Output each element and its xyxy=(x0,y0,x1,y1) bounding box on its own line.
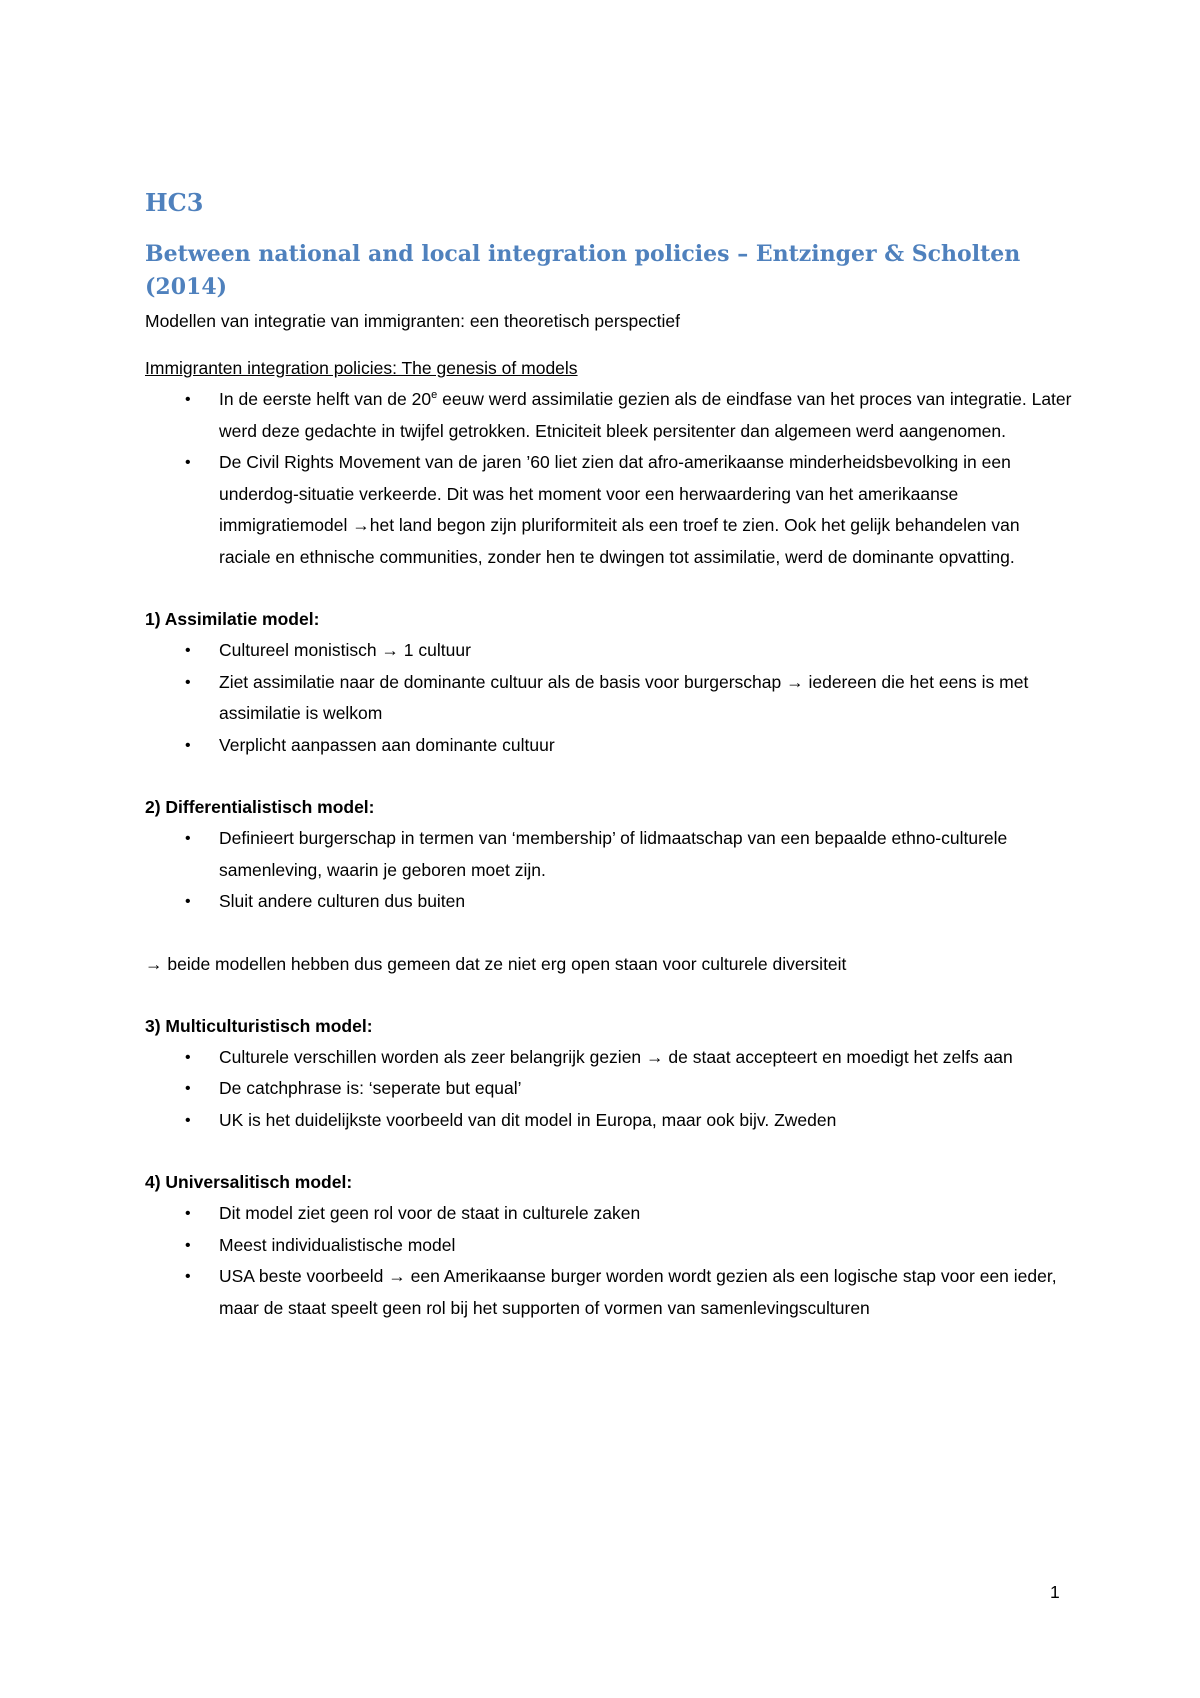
assimilatie-bullet-list xyxy=(145,635,1075,761)
list-item-text: De catchphrase is: ‘seperate but equal’ xyxy=(219,1078,522,1098)
list-item xyxy=(145,886,1075,918)
document-page xyxy=(145,188,1075,1324)
list-item-text-start: In de eerste helft van de 20 xyxy=(219,389,432,409)
list-item xyxy=(145,667,1075,730)
section-label-universalitisch: 4) Universalitisch model: xyxy=(145,1172,353,1192)
bullet-icon: • xyxy=(185,1236,191,1254)
multiculturistisch-bullet-list xyxy=(145,1042,1075,1137)
list-item xyxy=(145,1073,1075,1105)
list-item-text-end: eeuw werd assimilatie gezien als de eindfase van het proces van integratie. Later werd deze gedachte in twijfel getrokken. Etniciteit bleek persitenter dan algemeen werd aangenomen. xyxy=(219,389,1072,441)
bullet-icon: • xyxy=(185,1048,191,1066)
section-label-assimilatie: 1) Assimilatie model: xyxy=(145,609,320,629)
bullet-icon: • xyxy=(185,454,191,471)
list-item xyxy=(145,823,1075,886)
document-title: Between national and local integration policies – Entzinger & Scholten (2014) xyxy=(145,241,1021,300)
intro-bullet-list xyxy=(145,384,1075,573)
list-item xyxy=(145,1230,1075,1262)
universalitisch-bullet-list xyxy=(145,1198,1075,1324)
summary-line: → beide modellen hebben dus gemeen dat ze niet erg open staan voor culturele diversiteit xyxy=(145,953,847,974)
list-item-text: Sluit andere culturen dus buiten xyxy=(219,891,466,911)
list-item xyxy=(145,384,1075,447)
list-item-text: Dit model ziet geen rol voor de staat in culturele zaken xyxy=(219,1203,641,1223)
section-label-differentialistisch: 2) Differentialistisch model: xyxy=(145,797,375,817)
list-item-text: De Civil Rights Movement van de jaren ’60 liet zien dat afro-amerikaanse minderheidsbevolking in een underdog-situatie verkeerde. Dit was het moment voor een herwaardering van het amerikaanse immigratiemodel →het land begon zijn pluriformiteit als een troef te zien. Ook het gelijk behandelen van raciale en ethnische communities, zonder hen te dwingen tot assimilatie, werd de dominante opvatting. xyxy=(219,452,1020,567)
bullet-icon: • xyxy=(185,893,191,910)
section-label-multiculturistisch: 3) Multiculturistisch model: xyxy=(145,1015,373,1036)
list-item-text: Meest individualistische model xyxy=(219,1234,456,1255)
list-item-text: Cultureel monistisch → 1 cultuur xyxy=(219,640,471,660)
list-item-text: UK is het duidelijkste voorbeeld van dit model in Europa, maar ook bijv. Zweden xyxy=(219,1109,837,1130)
list-item xyxy=(145,1105,1075,1137)
intro-section-label: Immigranten integration policies: The genesis of models xyxy=(145,358,578,378)
bullet-icon: • xyxy=(185,642,191,659)
bullet-icon: • xyxy=(185,1205,191,1222)
page-heading: HC3 xyxy=(145,188,204,217)
list-item-text: Verplicht aanpassen aan dominante cultuur xyxy=(219,734,555,755)
document-subtitle: Modellen van integratie van immigranten: een theoretisch perspectief xyxy=(145,311,681,331)
list-item-text: USA beste voorbeeld → een Amerikaanse burger worden wordt gezien als een logische stap voor een ieder, maar de staat speelt geen rol bij het supporten of vormen van samenlevingsculturen xyxy=(219,1266,1057,1318)
list-item xyxy=(145,730,1075,762)
list-item-text: Culturele verschillen worden als zeer belangrijk gezien → de staat accepteert en moedigt het zelfs aan xyxy=(219,1046,1013,1067)
list-item-text: Definieert burgerschap in termen van ‘membership’ of lidmaatschap van een bepaalde ethno-culturele samenleving, waarin je geboren moet zijn. xyxy=(219,828,1008,880)
bullet-icon: • xyxy=(185,673,191,691)
superscript: e xyxy=(431,389,438,402)
list-item xyxy=(145,1042,1075,1074)
bullet-icon: • xyxy=(185,830,191,847)
list-item xyxy=(145,635,1075,667)
bullet-icon: • xyxy=(185,1080,191,1097)
bullet-icon: • xyxy=(185,1111,191,1129)
bullet-icon: • xyxy=(185,1268,191,1285)
list-item-text: Ziet assimilatie naar de dominante cultuur als de basis voor burgerschap → iedereen die het eens is met assimilatie is welkom xyxy=(219,671,1029,723)
bullet-icon: • xyxy=(185,391,191,408)
differentialistisch-bullet-list xyxy=(145,823,1075,918)
list-item xyxy=(145,1261,1075,1324)
list-item xyxy=(145,447,1075,573)
bullet-icon: • xyxy=(185,736,191,754)
list-item xyxy=(145,1198,1075,1230)
page-number: 1 xyxy=(1050,1582,1060,1602)
